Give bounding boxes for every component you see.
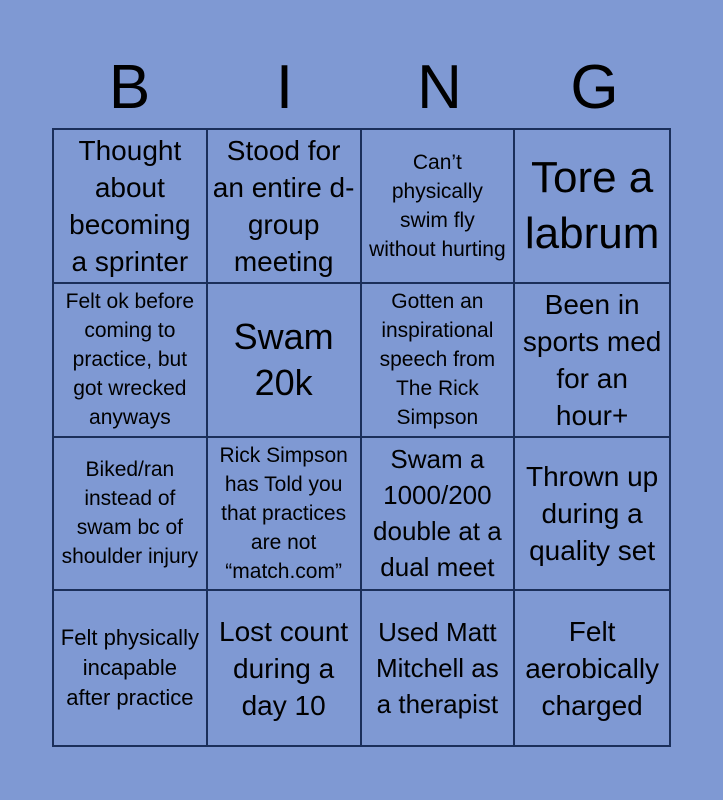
bingo-cell[interactable]: Thought about becoming a sprinter bbox=[54, 130, 208, 284]
bingo-cell[interactable]: Lost count during a day 10 bbox=[208, 591, 362, 745]
bingo-cell[interactable]: Felt ok before coming to practice, but got wrecked anyways bbox=[54, 284, 208, 438]
bingo-cell[interactable]: Tore a labrum bbox=[515, 130, 669, 284]
header-letter-g: G bbox=[570, 53, 619, 122]
bingo-cell[interactable]: Been in sports med for an hour+ bbox=[515, 284, 669, 438]
bingo-cell[interactable]: Rick Simpson has Told you that practices are not “match.com” bbox=[208, 438, 362, 592]
header-letter-i: I bbox=[275, 53, 294, 122]
bingo-cell[interactable]: Used Matt Mitchell as a therapist bbox=[362, 591, 516, 745]
header-letter-n: N bbox=[417, 53, 462, 122]
bingo-cell[interactable]: Felt physically incapable after practice bbox=[54, 591, 208, 745]
bingo-cell[interactable]: Gotten an inspirational speech from The Rick Simpson bbox=[362, 284, 516, 438]
bingo-header bbox=[52, 52, 672, 124]
bingo-cell[interactable]: Thrown up during a quality set bbox=[515, 438, 669, 592]
bingo-grid bbox=[52, 128, 671, 747]
bingo-cell[interactable]: Stood for an entire d-group meeting bbox=[208, 130, 362, 284]
header-letter-b: B bbox=[108, 53, 151, 122]
bingo-cell[interactable]: Swam 20k bbox=[208, 284, 362, 438]
bingo-cell[interactable]: Felt aerobically charged bbox=[525, 615, 660, 721]
bingo-cell[interactable]: Biked/ran instead of swam bc of shoulder injury bbox=[54, 438, 208, 592]
bingo-cell[interactable]: Swam a 1000/200 double at a dual meet bbox=[362, 438, 516, 592]
bingo-cell[interactable]: Can’t physically swim fly without hurting bbox=[362, 130, 516, 284]
